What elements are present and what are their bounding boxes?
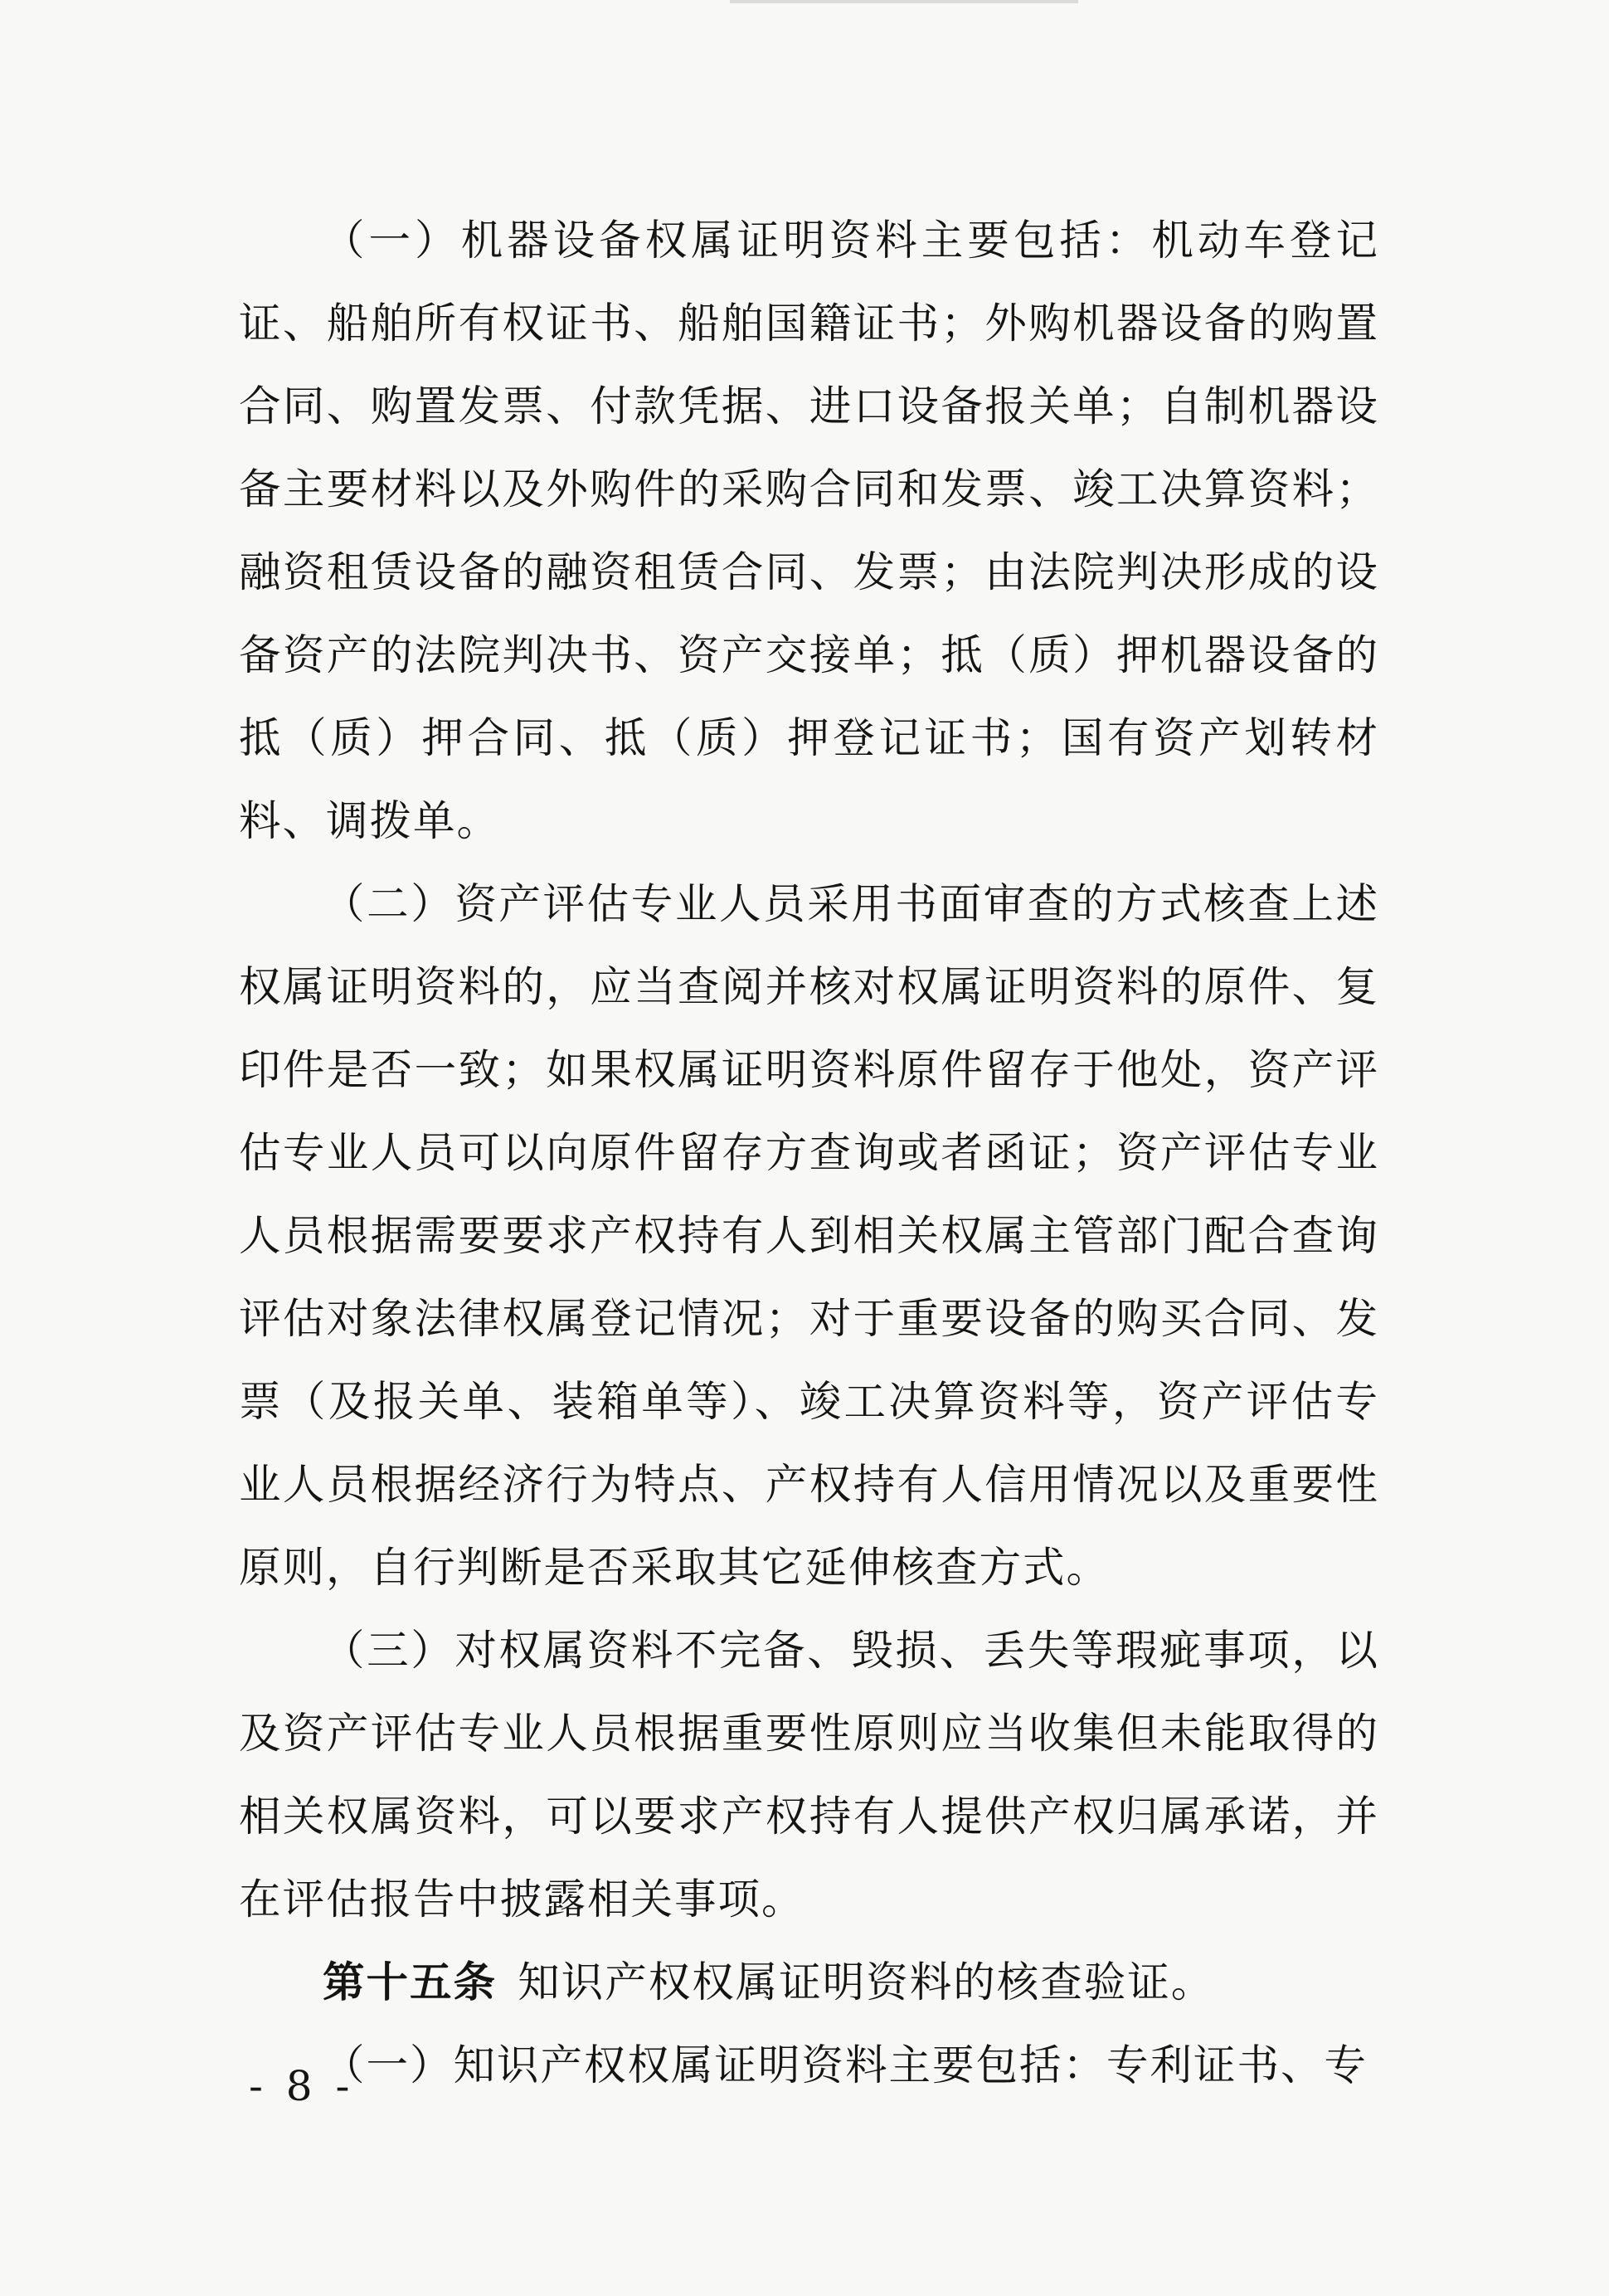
paragraph-document-review: （二）资产评估专业人员采用书面审查的方式核查上述权属证明资料的，应当查阅并核对权属证明资料的原件、复印件是否一致；如果权属证明资料原件留存于他处，资产评估专业人员可以向原件留存方查询或者函证；资产评估专业人员根据需要要求产权持有人到相关权属主管部门配合查询评估对象法律权属登记情况；对于重要设备的购买合同、发票（及报关单、装箱单等）、竣工决算资料等，资产评估专业人员根据经济行为特点、产权持有人信用情况以及重要性原则，自行判断是否采取其它延伸核查方式。: [239, 879, 1379, 1592]
paragraph-ip-documents: （一）知识产权权属证明资料主要包括：专利证书、专: [323, 2041, 1368, 2089]
paragraph-machinery-documents: （一）机器设备权属证明资料主要包括：机动车登记证、船舶所有权证书、船舶国籍证书；外购机器设备的购置合同、购置发票、付款凭据、进口设备报关单；自制机器设备主要材料以及外购件的采购合同和发票、竣工决算资料；融资租赁设备的融资租赁合同、发票；由法院判决形成的设备资产的法院判决书、资产交接单；抵（质）押机器设备的抵（质）押合同、抵（质）押登记证书；国有资产划转材料、调拨单。: [239, 216, 1379, 845]
paragraph-defect-handling: （三）对权属资料不完备、毁损、丢失等瑕疵事项，以及资产评估专业人员根据重要性原则应当收集但未能取得的相关权属资料，可以要求产权持有人提供产权归属承诺，并在评估报告中披露相关事项。: [239, 1626, 1379, 1924]
document-body: [239, 199, 1379, 2107]
article-heading: [239, 1941, 1379, 2024]
page-number: - 8 -: [249, 2062, 355, 2110]
article-title: 知识产权权属证明资料的核查验证。: [518, 1958, 1215, 2007]
article-number: 第十五条: [323, 1958, 497, 2007]
scan-edge-mark: [730, 0, 1078, 3]
